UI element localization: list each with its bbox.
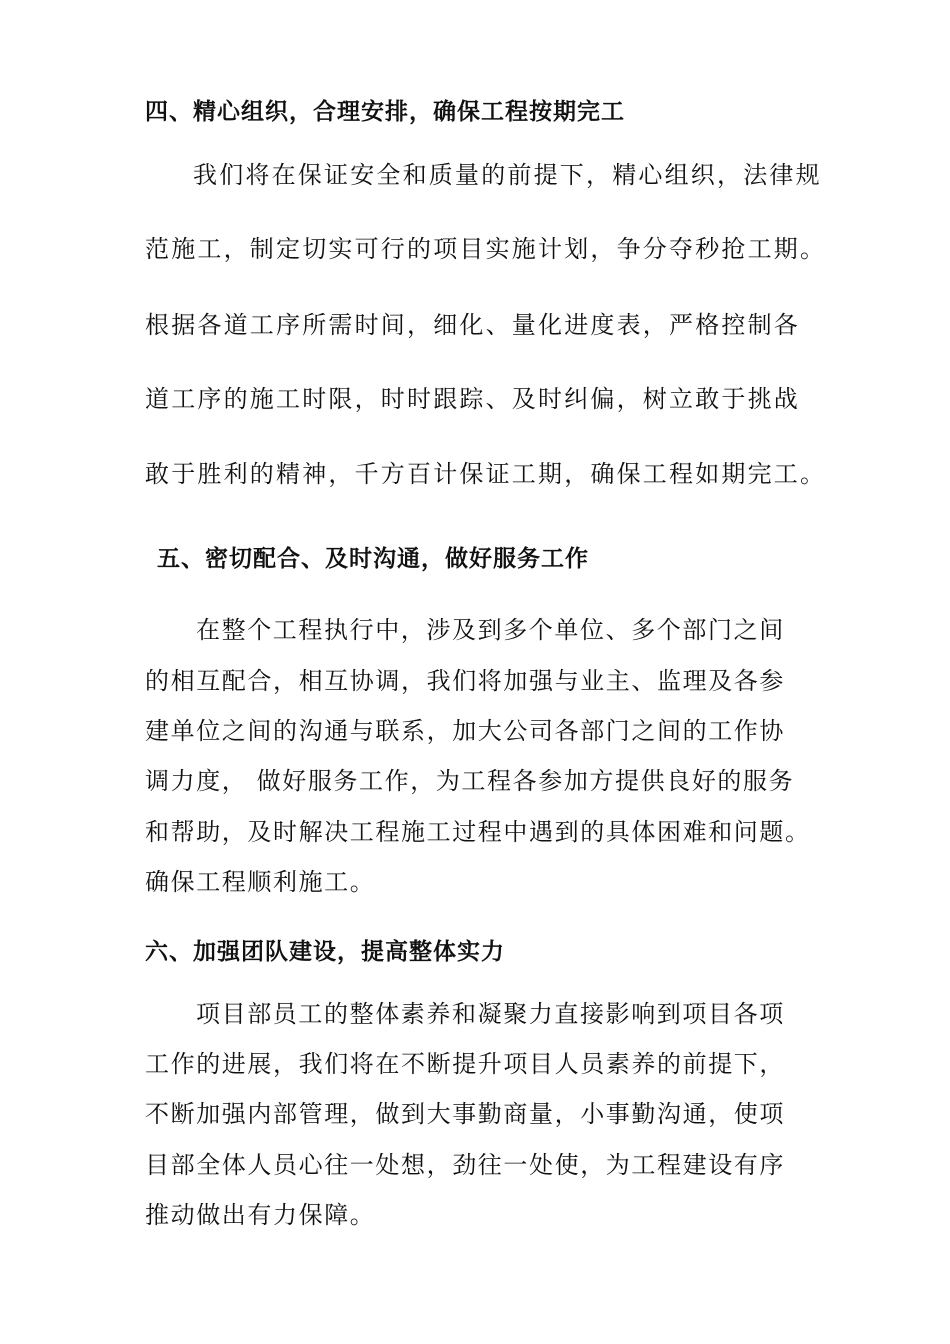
- paragraph-line: 调力度， 做好服务工作，为工程各参加方提供良好的服务: [145, 767, 795, 795]
- paragraph-line: 范施工，制定切实可行的项目实施计划，争分夺秒抢工期。: [145, 235, 827, 263]
- section-heading-6: 六、加强团队建设，提高整体实力: [145, 939, 505, 965]
- paragraph-line: 工作的进展，我们将在不断提升项目人员素养的前提下，: [145, 1050, 785, 1078]
- paragraph-line: 的相互配合，相互协调，我们将加强与业主、监理及各参: [145, 667, 785, 695]
- paragraph-line: 确保工程顺利施工。: [145, 868, 376, 896]
- section-heading-5: 五、密切配合、及时沟通，做好服务工作: [157, 546, 589, 572]
- paragraph-line: 目部全体人员心往一处想，劲往一处使，为工程建设有序: [145, 1151, 785, 1179]
- paragraph-line: 敢于胜利的精神，千方百计保证工期，确保工程如期完工。: [145, 460, 827, 488]
- paragraph-line: 项目部员工的整体素养和凝聚力直接影响到项目各项: [196, 1000, 785, 1028]
- paragraph-line: 在整个工程执行中，涉及到多个单位、多个部门之间: [196, 616, 785, 644]
- paragraph-line: 建单位之间的沟通与联系，加大公司各部门之间的工作协: [145, 717, 785, 745]
- paragraph-line: 道工序的施工时限，时时跟踪、及时纠偏，树立敢于挑战: [145, 385, 800, 413]
- paragraph-line: 我们将在保证安全和质量的前提下，精心组织，法律规: [193, 161, 822, 189]
- section-heading-4: 四、精心组织，合理安排，确保工程按期完工: [145, 99, 625, 125]
- paragraph-line: 不断加强内部管理，做到大事勤商量，小事勤沟通，使项: [145, 1100, 785, 1128]
- paragraph-line: 推动做出有力保障。: [145, 1201, 376, 1229]
- paragraph-line: 根据各道工序所需时间，细化、量化进度表，严格控制各: [145, 311, 800, 339]
- paragraph-line: 和帮助，及时解决工程施工过程中遇到的具体困难和问题。: [145, 818, 811, 846]
